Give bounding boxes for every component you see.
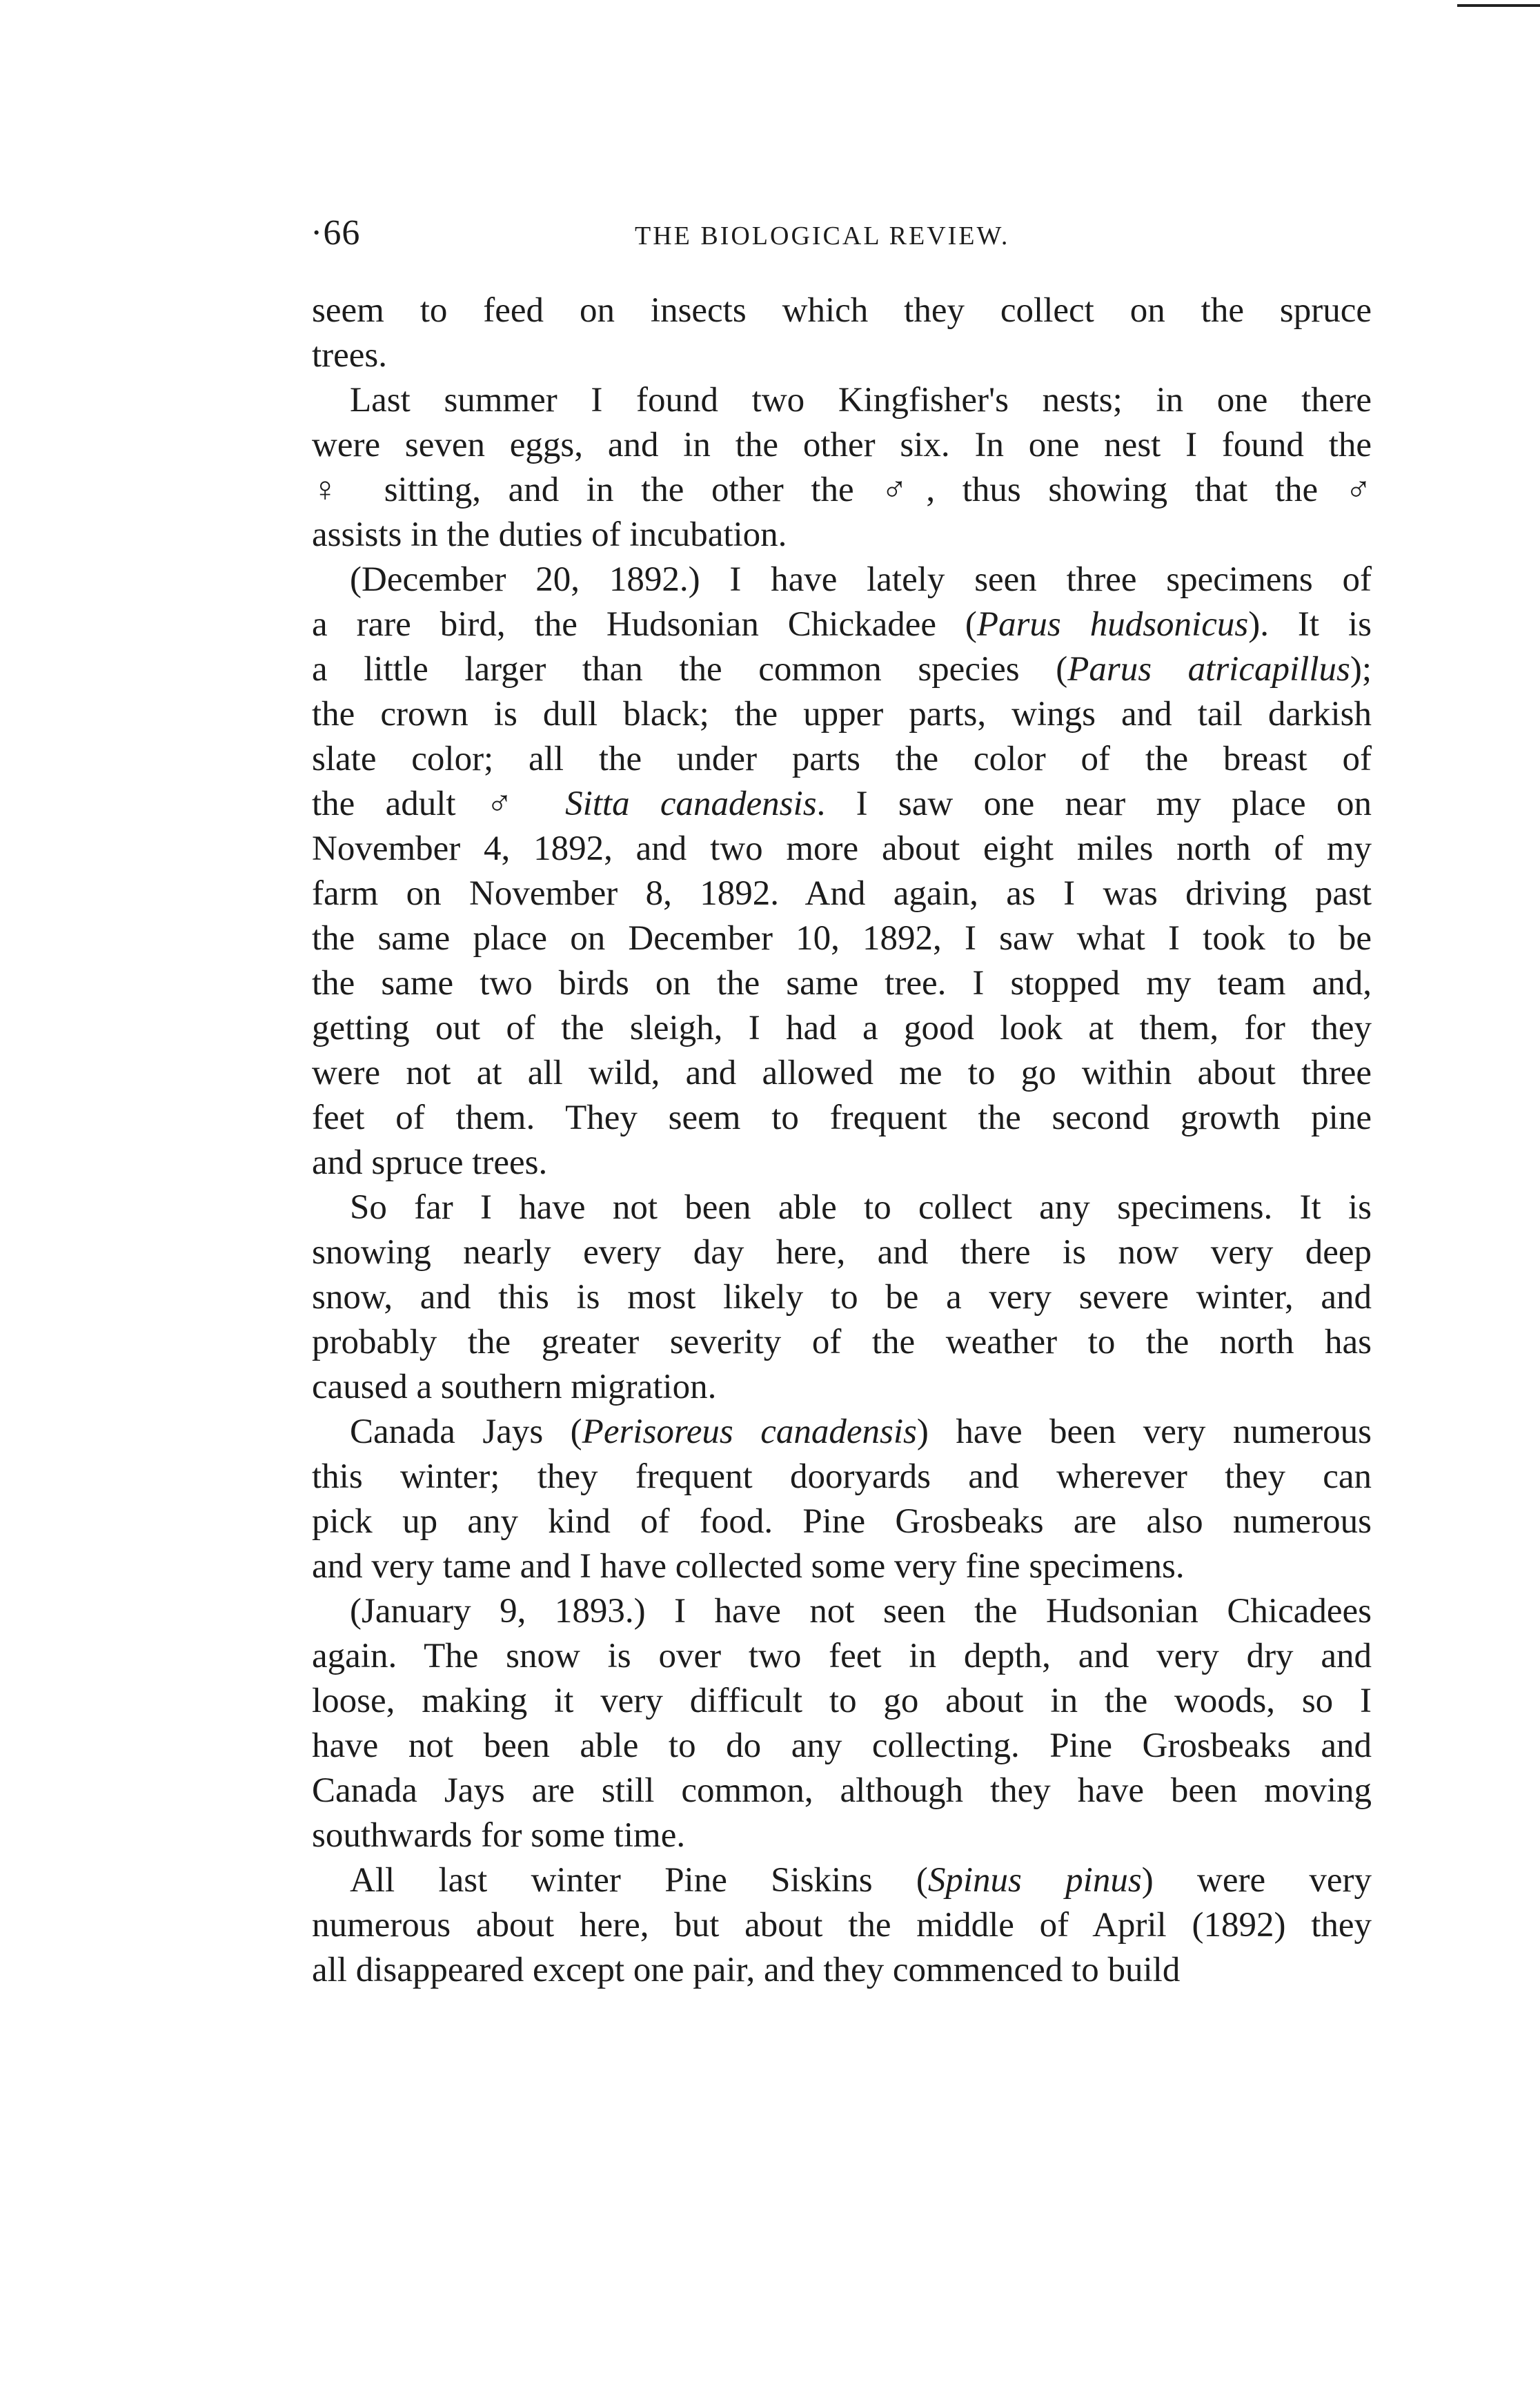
body-text: [312, 288, 1372, 1993]
text-line: trees.: [312, 336, 388, 375]
text-line: (January 9, 1893.) I have not seen the Hudsonian Chicadees: [350, 1592, 1372, 1631]
text-line: the same two birds on the same tree. I stopped my team and,: [312, 964, 1372, 1003]
text-line: snowing nearly every day here, and there is now very deep: [312, 1233, 1372, 1272]
text-line: November 4, 1892, and two more about eight miles north of my: [312, 829, 1372, 868]
corner-rule: [1457, 4, 1540, 7]
text-line: all disappeared except one pair, and they commenced to build: [312, 1951, 1181, 1989]
text-line: have not been able to do any collecting. Pine Grosbeaks and: [312, 1726, 1372, 1765]
paragraph: [312, 288, 1372, 378]
text-line: So far I have not been able to collect any specimens. It is: [350, 1188, 1372, 1227]
page-number: ·66: [310, 213, 361, 253]
text-line: assists in the duties of incubation.: [312, 515, 787, 554]
text-line: All last winter Pine Siskins (Spinus pinus) were very: [350, 1861, 1372, 1900]
paragraph: [312, 558, 1372, 1185]
text-line: Canada Jays (Perisoreus canadensis) have been very numerous: [350, 1412, 1372, 1451]
text-line: a little larger than the common species (Parus atricapillus);: [312, 650, 1372, 689]
text-line: this winter; they frequent dooryards and wherever they can: [312, 1457, 1372, 1496]
text-line: probably the greater severity of the weather to the north has: [312, 1323, 1372, 1361]
text-line: slate color; all the under parts the color of the breast of: [312, 740, 1372, 778]
text-line: feet of them. They seem to frequent the second growth pine: [312, 1099, 1372, 1137]
paragraph: [312, 1858, 1372, 1993]
text-line: again. The snow is over two feet in depth, and very dry and: [312, 1637, 1372, 1675]
paragraph: [312, 1185, 1372, 1410]
text-line: getting out of the sleigh, I had a good look at them, for they: [312, 1009, 1372, 1047]
text-line: pick up any kind of food. Pine Grosbeaks are also numerous: [312, 1502, 1372, 1541]
text-line: were not at all wild, and allowed me to go within about three: [312, 1054, 1372, 1092]
text-line: loose, making it very difficult to go about in the woods, so I: [312, 1682, 1372, 1720]
text-line: Canada Jays are still common, although they have been moving: [312, 1771, 1372, 1810]
text-line: the adult ♂ Sitta canadensis. I saw one near my place on: [312, 785, 1372, 823]
text-line: and spruce trees.: [312, 1143, 548, 1182]
text-line: were seven eggs, and in the other six. In one nest I found the: [312, 426, 1372, 464]
running-head: THE BIOLOGICAL REVIEW.: [635, 222, 1010, 250]
text-line: southwards for some time.: [312, 1816, 686, 1855]
text-line: and very tame and I have collected some very fine specimens.: [312, 1547, 1185, 1586]
text-line: a rare bird, the Hudsonian Chickadee (Parus hudsonicus). It is: [312, 605, 1372, 644]
text-line: Last summer I found two Kingfisher's nests; in one there: [350, 381, 1372, 420]
text-line: (December 20, 1892.) I have lately seen three specimens of: [350, 560, 1372, 599]
paragraph: [312, 1589, 1372, 1858]
paragraph: [312, 1410, 1372, 1589]
text-line: the crown is dull black; the upper parts, wings and tail darkish: [312, 695, 1372, 734]
text-line: snow, and this is most likely to be a very severe winter, and: [312, 1278, 1372, 1317]
text-line: ♀ sitting, and in the other the ♂, thus showing that the ♂: [312, 471, 1372, 509]
text-line: the same place on December 10, 1892, I saw what I took to be: [312, 919, 1372, 958]
page-header: [310, 206, 1373, 261]
text-line: caused a southern migration.: [312, 1368, 717, 1406]
text-line: numerous about here, but about the middle of April (1892) they: [312, 1906, 1372, 1945]
text-line: farm on November 8, 1892. And again, as I was driving past: [312, 874, 1372, 913]
text-line: seem to feed on insects which they collect on the spruce: [312, 291, 1372, 330]
paragraph: [312, 378, 1372, 558]
